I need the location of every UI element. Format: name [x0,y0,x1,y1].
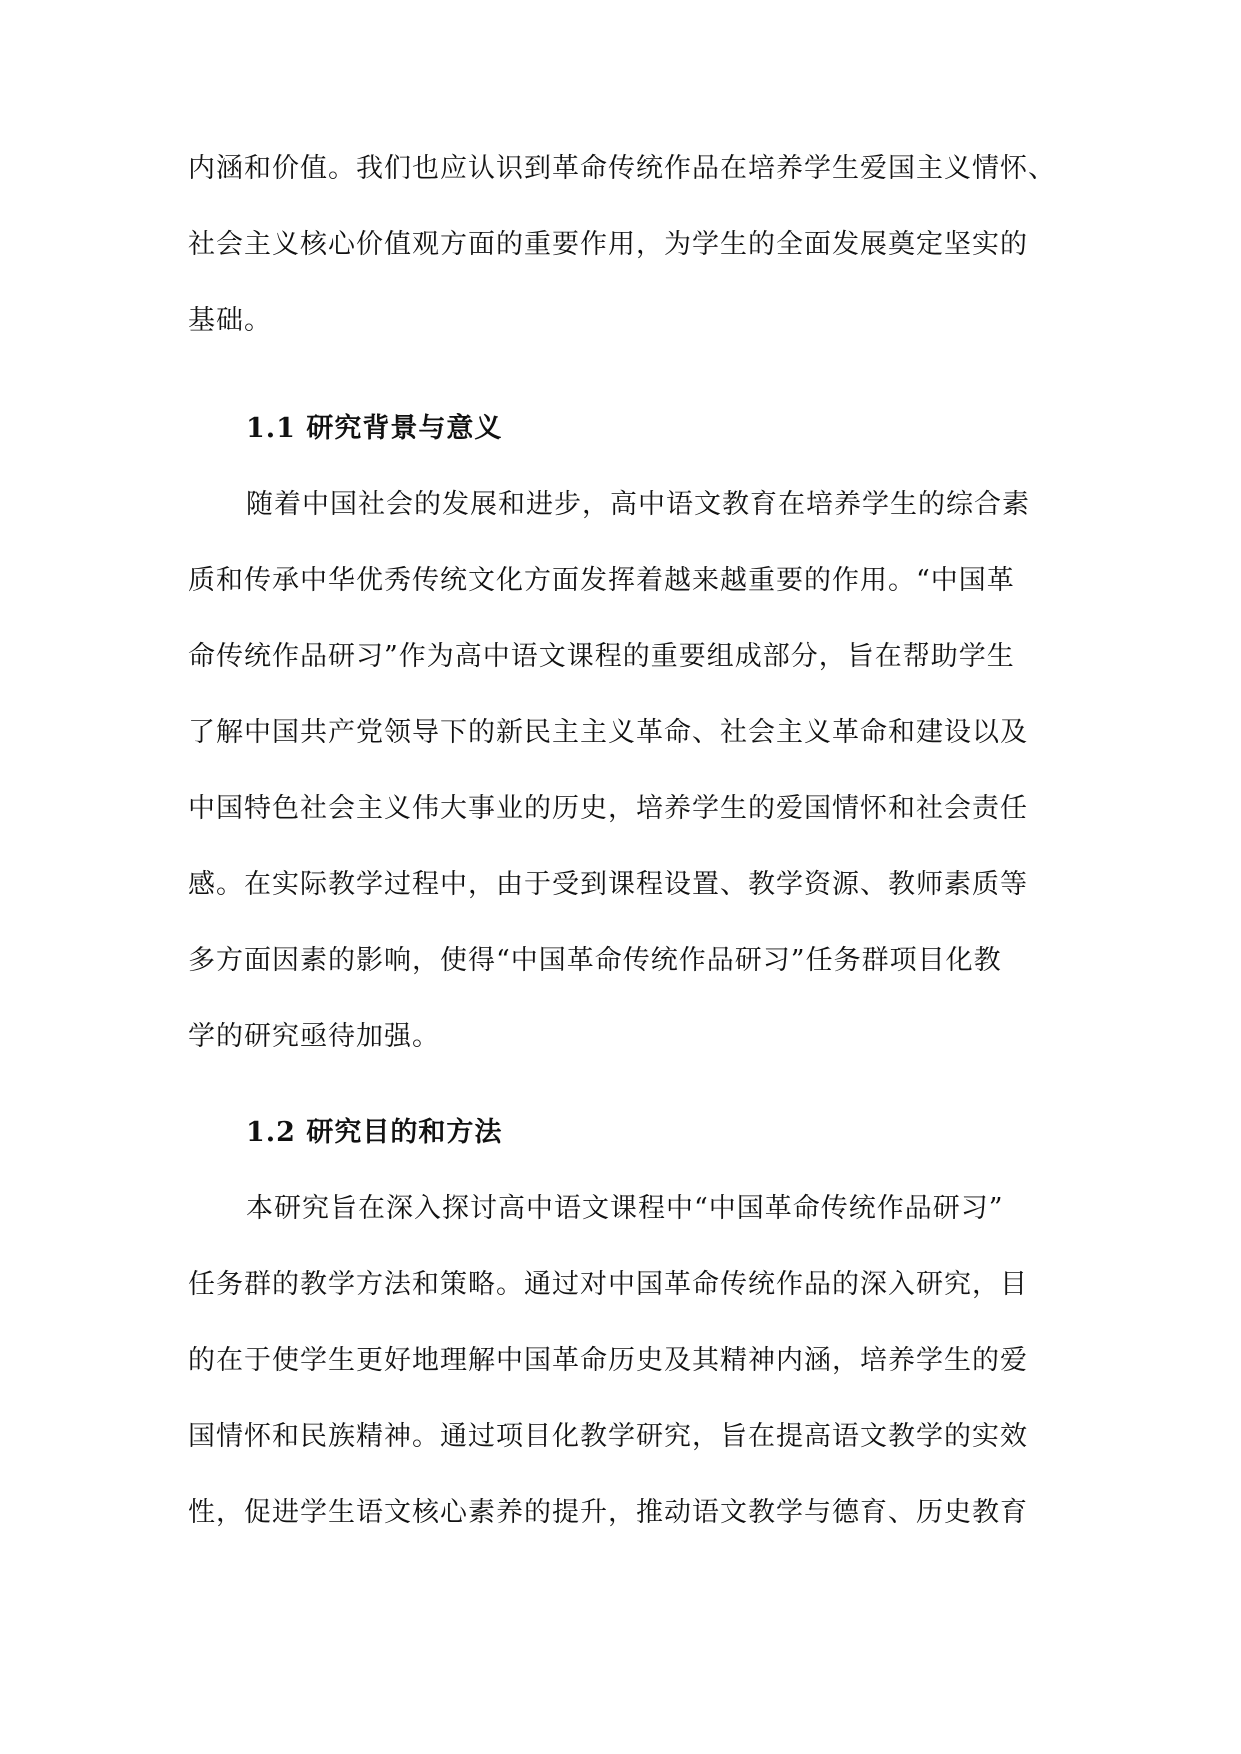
intro-paragraph [188,131,1058,359]
text-line: 本研究旨在深入探讨高中语文课程中“中国革命传统作品研习” [246,1193,1004,1224]
text-line: 内涵和价值。我们也应认识到革命传统作品在培养学生爱国主义情怀、 [188,153,1056,184]
text-line: 的在于使学生更好地理解中国革命历史及其精神内涵，培养学生的爱 [188,1345,1028,1376]
text-line: 基础。 [188,305,272,336]
text-line: 命传统作品研习”作为高中语文课程的重要组成部分，旨在帮助学生 [188,641,1015,672]
text-line: 性，促进学生语文核心素养的提升，推动语文教学与德育、历史教育 [188,1497,1028,1528]
text-line: 质和传承中华优秀传统文化方面发挥着越来越重要的作用。“中国革 [188,565,1015,596]
section-heading-1-2: 1.2 研究目的和方法 [246,1117,503,1148]
text-line: 任务群的教学方法和策略。通过对中国革命传统作品的深入研究，目 [188,1269,1028,1300]
text-line: 感。在实际教学过程中，由于受到课程设置、教学资源、教师素质等 [188,869,1028,900]
text-line: 多方面因素的影响，使得“中国革命传统作品研习”任务群项目化教 [188,945,1002,976]
section-1-1-paragraph [188,467,1058,1075]
section-1-2-paragraph [188,1171,1058,1551]
text-line: 中国特色社会主义伟大事业的历史，培养学生的爱国情怀和社会责任 [188,793,1028,824]
text-line: 国情怀和民族精神。通过项目化教学研究，旨在提高语文教学的实效 [188,1421,1028,1452]
section-heading-1-1: 1.1 研究背景与意义 [246,413,503,444]
text-line: 社会主义核心价值观方面的重要作用，为学生的全面发展奠定坚实的 [188,229,1028,260]
text-line: 了解中国共产党领导下的新民主主义革命、社会主义革命和建设以及 [188,717,1028,748]
text-line: 随着中国社会的发展和进步，高中语文教育在培养学生的综合素 [246,489,1030,520]
text-line: 学的研究亟待加强。 [188,1021,440,1052]
